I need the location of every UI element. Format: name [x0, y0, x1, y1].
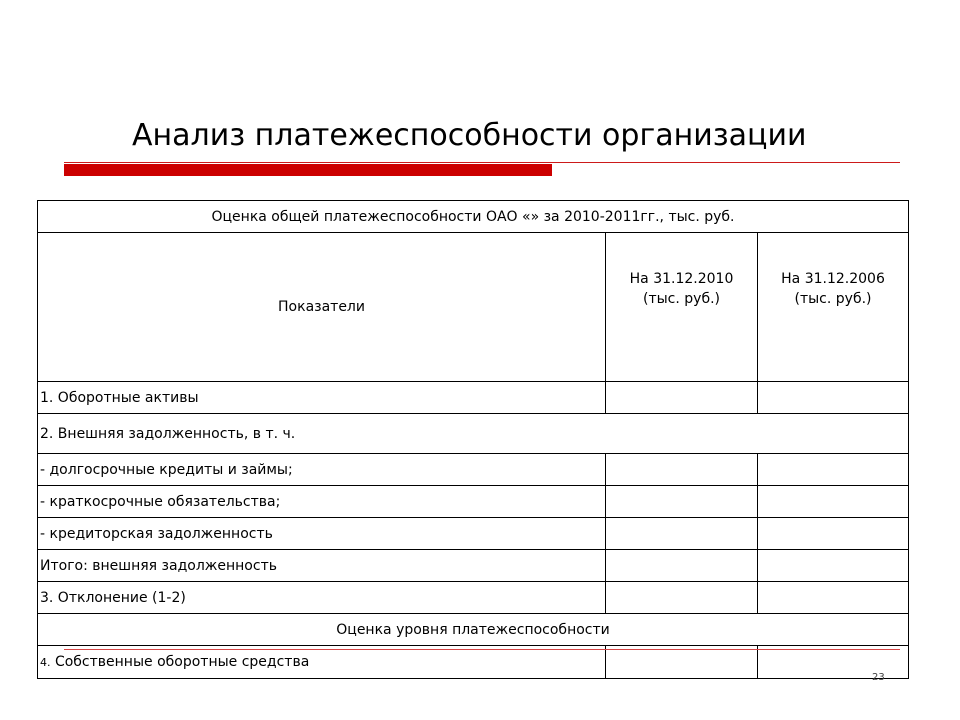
- row-label-short-term-liabilities: - краткосрочные обязательства;: [38, 486, 606, 518]
- row-label-deviation: 3. Отклонение (1-2): [38, 582, 606, 614]
- section-caption-row: [38, 614, 909, 646]
- header-date-2006: [758, 233, 909, 382]
- header-date-2010: [606, 233, 758, 382]
- cell-2010: [606, 486, 758, 518]
- table-row: [38, 486, 909, 518]
- cell-2006: [758, 518, 909, 550]
- cell-2010: [606, 382, 758, 414]
- cell-2006: [758, 454, 909, 486]
- table-caption-row: [38, 201, 909, 233]
- cell-2010: [606, 454, 758, 486]
- cell-2010: [606, 646, 758, 679]
- header-date-2006-line1: На 31.12.2006: [781, 271, 885, 287]
- table-row: [38, 550, 909, 582]
- cell-2006: [758, 646, 909, 679]
- cell-2010: [606, 582, 758, 614]
- row-label-accounts-payable: - кредиторская задолженность: [38, 518, 606, 550]
- cell-2010: [606, 518, 758, 550]
- solvency-table: [37, 200, 909, 679]
- title-underline-thin: [64, 162, 900, 163]
- row-label-long-term-loans: - долгосрочные кредиты и займы;: [38, 454, 606, 486]
- title-underline-thick: [64, 164, 552, 176]
- header-date-2010-line2: (тыс. руб.): [643, 291, 720, 307]
- cell-2006: [758, 582, 909, 614]
- table-row: [38, 582, 909, 614]
- table-header-row: [38, 233, 909, 382]
- footer-rule: [64, 649, 900, 650]
- slide-title: Анализ платежеспособности организации: [132, 118, 807, 153]
- table-row: [38, 646, 909, 679]
- table-row: [38, 518, 909, 550]
- table-row: [38, 382, 909, 414]
- header-indicator: Показатели: [38, 233, 606, 382]
- table-row: [38, 414, 909, 454]
- cell-2006: [758, 486, 909, 518]
- page-number: 23: [872, 672, 885, 683]
- header-date-2010-line1: На 31.12.2010: [629, 271, 734, 287]
- row-label-text: Собственные оборотные средства: [50, 654, 310, 670]
- section-caption: Оценка уровня платежеспособности: [38, 614, 909, 646]
- row-label-own-working-capital: [38, 646, 606, 679]
- row-label-external-debt: 2. Внешняя задолженность, в т. ч.: [38, 414, 909, 454]
- cell-2006: [758, 382, 909, 414]
- cell-2006: [758, 550, 909, 582]
- cell-2010: [606, 550, 758, 582]
- header-date-2006-line2: (тыс. руб.): [794, 291, 872, 307]
- table-caption: Оценка общей платежеспособности ОАО «» за 2010-2011гг., тыс. руб.: [38, 201, 909, 233]
- row-label-total-external-debt: Итого: внешняя задолженность: [38, 550, 606, 582]
- row-label-current-assets: 1. Оборотные активы: [38, 382, 606, 414]
- table-row: [38, 454, 909, 486]
- row-number: 4.: [40, 656, 51, 669]
